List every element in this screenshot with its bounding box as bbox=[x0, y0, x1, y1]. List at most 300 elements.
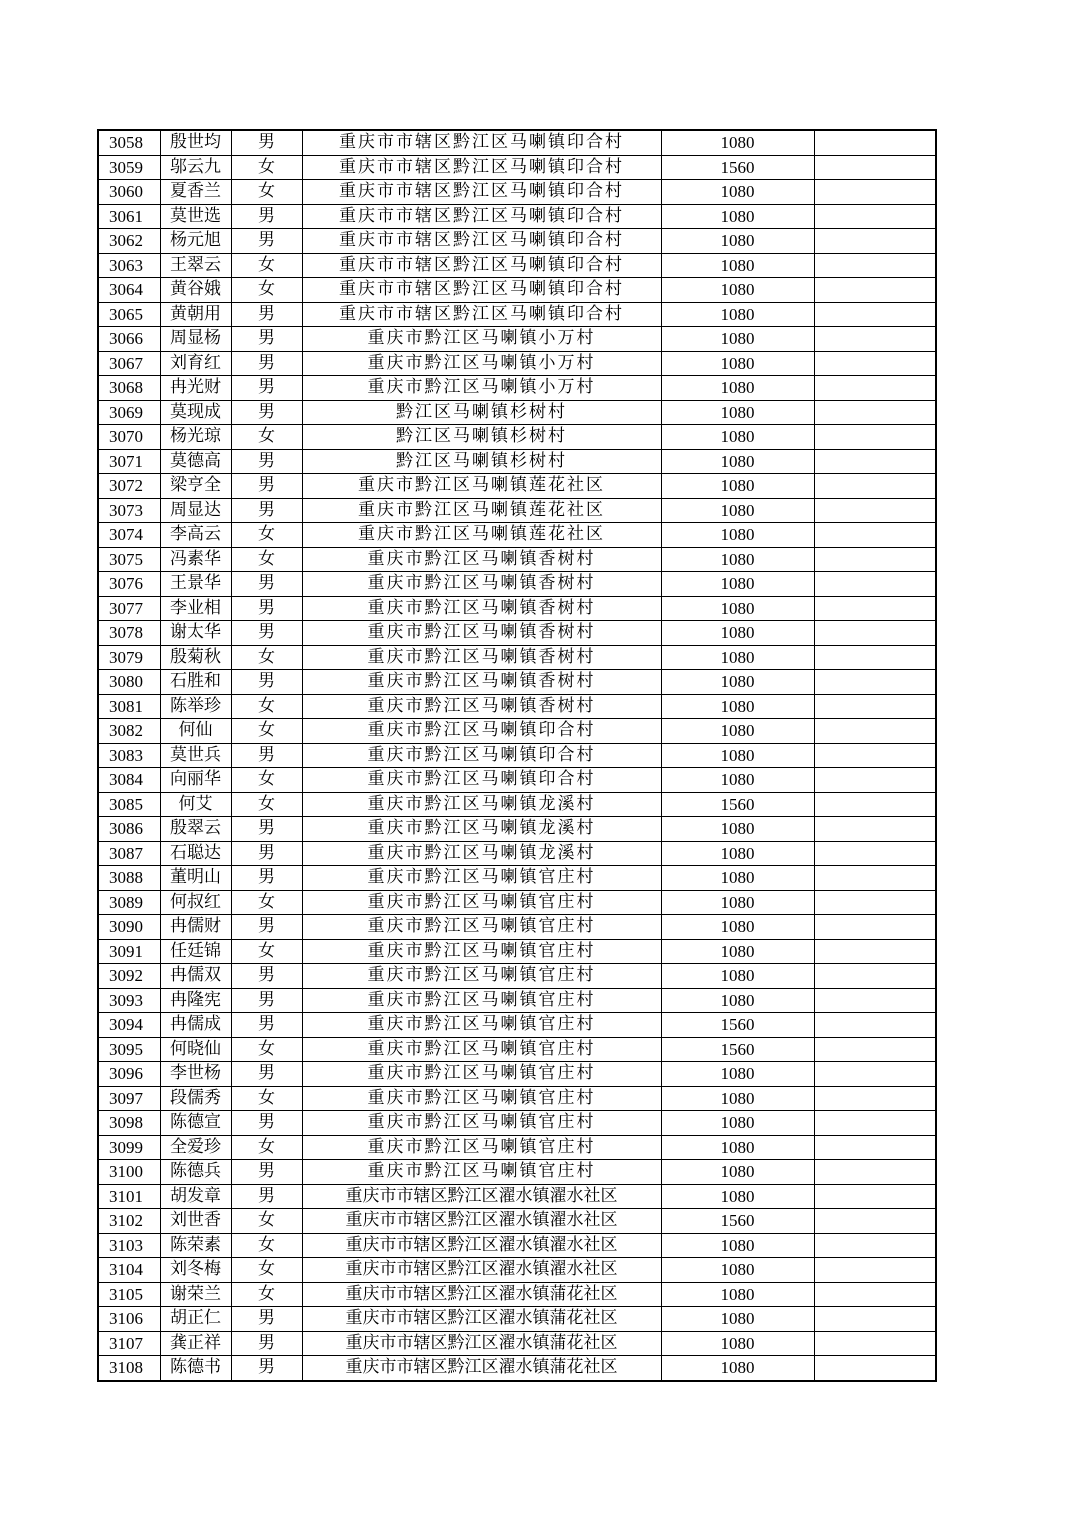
cell-gender: 男 bbox=[231, 817, 302, 842]
cell-name: 石胜和 bbox=[160, 670, 231, 695]
table-row bbox=[98, 1331, 936, 1356]
cell-amount: 1080 bbox=[661, 180, 814, 205]
cell-name: 董明山 bbox=[160, 866, 231, 891]
cell-name: 何叔红 bbox=[160, 890, 231, 915]
cell-remark bbox=[814, 1184, 936, 1209]
cell-address: 黔江区马喇镇杉树村 bbox=[302, 400, 661, 425]
cell-name: 杨光琼 bbox=[160, 425, 231, 450]
cell-serial-number: 3100 bbox=[98, 1160, 160, 1185]
cell-amount: 1080 bbox=[661, 1233, 814, 1258]
cell-amount: 1560 bbox=[661, 1037, 814, 1062]
cell-gender: 男 bbox=[231, 1160, 302, 1185]
table-row bbox=[98, 817, 936, 842]
cell-address: 重庆市黔江区马喇镇莲花社区 bbox=[302, 474, 661, 499]
cell-address: 重庆市市辖区黔江区濯水镇蒲花社区 bbox=[302, 1307, 661, 1332]
cell-name: 龚正祥 bbox=[160, 1331, 231, 1356]
cell-serial-number: 3101 bbox=[98, 1184, 160, 1209]
cell-remark bbox=[814, 1135, 936, 1160]
cell-amount: 1080 bbox=[661, 1086, 814, 1111]
cell-serial-number: 3092 bbox=[98, 964, 160, 989]
cell-serial-number: 3072 bbox=[98, 474, 160, 499]
cell-gender: 女 bbox=[231, 425, 302, 450]
cell-gender: 女 bbox=[231, 155, 302, 180]
cell-gender: 男 bbox=[231, 1356, 302, 1381]
cell-amount: 1080 bbox=[661, 1356, 814, 1381]
cell-gender: 女 bbox=[231, 719, 302, 744]
cell-serial-number: 3086 bbox=[98, 817, 160, 842]
cell-name: 冯素华 bbox=[160, 547, 231, 572]
table-row bbox=[98, 523, 936, 548]
cell-amount: 1080 bbox=[661, 645, 814, 670]
cell-address: 重庆市市辖区黔江区马喇镇印合村 bbox=[302, 130, 661, 155]
table-row bbox=[98, 1013, 936, 1038]
cell-address: 重庆市黔江区马喇镇官庄村 bbox=[302, 915, 661, 940]
cell-serial-number: 3064 bbox=[98, 278, 160, 303]
cell-serial-number: 3077 bbox=[98, 596, 160, 621]
table-row bbox=[98, 645, 936, 670]
cell-gender: 男 bbox=[231, 1111, 302, 1136]
cell-address: 重庆市市辖区黔江区马喇镇印合村 bbox=[302, 180, 661, 205]
cell-gender: 男 bbox=[231, 915, 302, 940]
cell-gender: 男 bbox=[231, 1331, 302, 1356]
cell-serial-number: 3073 bbox=[98, 498, 160, 523]
cell-address: 重庆市黔江区马喇镇香树村 bbox=[302, 670, 661, 695]
cell-gender: 女 bbox=[231, 890, 302, 915]
cell-amount: 1080 bbox=[661, 523, 814, 548]
cell-gender: 女 bbox=[231, 547, 302, 572]
table-row bbox=[98, 376, 936, 401]
table-row bbox=[98, 1233, 936, 1258]
cell-name: 石聪达 bbox=[160, 841, 231, 866]
cell-address: 重庆市黔江区马喇镇官庄村 bbox=[302, 1013, 661, 1038]
cell-address: 重庆市黔江区马喇镇官庄村 bbox=[302, 1037, 661, 1062]
cell-amount: 1560 bbox=[661, 1209, 814, 1234]
cell-gender: 男 bbox=[231, 130, 302, 155]
cell-amount: 1560 bbox=[661, 155, 814, 180]
cell-name: 陈德宣 bbox=[160, 1111, 231, 1136]
cell-name: 何仙 bbox=[160, 719, 231, 744]
cell-gender: 男 bbox=[231, 743, 302, 768]
cell-serial-number: 3068 bbox=[98, 376, 160, 401]
cell-gender: 女 bbox=[231, 1135, 302, 1160]
cell-name: 莫世选 bbox=[160, 204, 231, 229]
cell-remark bbox=[814, 621, 936, 646]
cell-serial-number: 3074 bbox=[98, 523, 160, 548]
cell-remark bbox=[814, 130, 936, 155]
cell-name: 殷翠云 bbox=[160, 817, 231, 842]
cell-name: 段儒秀 bbox=[160, 1086, 231, 1111]
cell-gender: 男 bbox=[231, 498, 302, 523]
table-row bbox=[98, 400, 936, 425]
cell-serial-number: 3099 bbox=[98, 1135, 160, 1160]
cell-remark bbox=[814, 1013, 936, 1038]
cell-address: 重庆市市辖区黔江区马喇镇印合村 bbox=[302, 302, 661, 327]
cell-remark bbox=[814, 792, 936, 817]
cell-address: 重庆市黔江区马喇镇龙溪村 bbox=[302, 792, 661, 817]
cell-name: 谢太华 bbox=[160, 621, 231, 646]
table-row bbox=[98, 1037, 936, 1062]
cell-remark bbox=[814, 1062, 936, 1087]
cell-address: 重庆市黔江区马喇镇官庄村 bbox=[302, 1160, 661, 1185]
cell-amount: 1080 bbox=[661, 670, 814, 695]
cell-remark bbox=[814, 1356, 936, 1381]
cell-amount: 1080 bbox=[661, 1258, 814, 1283]
cell-remark bbox=[814, 719, 936, 744]
cell-remark bbox=[814, 988, 936, 1013]
cell-name: 杨元旭 bbox=[160, 229, 231, 254]
cell-name: 陈荣素 bbox=[160, 1233, 231, 1258]
cell-amount: 1080 bbox=[661, 376, 814, 401]
cell-address: 重庆市市辖区黔江区濯水镇蒲花社区 bbox=[302, 1282, 661, 1307]
cell-serial-number: 3088 bbox=[98, 866, 160, 891]
table-row bbox=[98, 1356, 936, 1381]
cell-serial-number: 3070 bbox=[98, 425, 160, 450]
cell-serial-number: 3104 bbox=[98, 1258, 160, 1283]
table-row bbox=[98, 1282, 936, 1307]
cell-amount: 1080 bbox=[661, 841, 814, 866]
cell-amount: 1080 bbox=[661, 449, 814, 474]
cell-gender: 女 bbox=[231, 1086, 302, 1111]
cell-serial-number: 3106 bbox=[98, 1307, 160, 1332]
cell-remark bbox=[814, 351, 936, 376]
cell-name: 任廷锦 bbox=[160, 939, 231, 964]
cell-amount: 1080 bbox=[661, 351, 814, 376]
cell-remark bbox=[814, 572, 936, 597]
cell-serial-number: 3102 bbox=[98, 1209, 160, 1234]
cell-name: 冉儒成 bbox=[160, 1013, 231, 1038]
cell-serial-number: 3059 bbox=[98, 155, 160, 180]
table-row bbox=[98, 498, 936, 523]
cell-gender: 男 bbox=[231, 327, 302, 352]
table-row bbox=[98, 547, 936, 572]
cell-amount: 1080 bbox=[661, 572, 814, 597]
cell-remark bbox=[814, 1331, 936, 1356]
cell-remark bbox=[814, 694, 936, 719]
cell-name: 陈举珍 bbox=[160, 694, 231, 719]
cell-name: 胡正仁 bbox=[160, 1307, 231, 1332]
cell-amount: 1560 bbox=[661, 792, 814, 817]
cell-serial-number: 3107 bbox=[98, 1331, 160, 1356]
cell-remark bbox=[814, 400, 936, 425]
cell-address: 重庆市黔江区马喇镇香树村 bbox=[302, 621, 661, 646]
cell-serial-number: 3062 bbox=[98, 229, 160, 254]
cell-gender: 女 bbox=[231, 694, 302, 719]
cell-address: 重庆市黔江区马喇镇香树村 bbox=[302, 645, 661, 670]
cell-remark bbox=[814, 1160, 936, 1185]
cell-amount: 1080 bbox=[661, 1184, 814, 1209]
table-row bbox=[98, 866, 936, 891]
table-row bbox=[98, 621, 936, 646]
cell-gender: 男 bbox=[231, 302, 302, 327]
table-row bbox=[98, 1086, 936, 1111]
cell-address: 重庆市市辖区黔江区马喇镇印合村 bbox=[302, 278, 661, 303]
cell-amount: 1080 bbox=[661, 694, 814, 719]
cell-serial-number: 3065 bbox=[98, 302, 160, 327]
table-row bbox=[98, 351, 936, 376]
cell-remark bbox=[814, 1307, 936, 1332]
cell-gender: 男 bbox=[231, 1062, 302, 1087]
cell-amount: 1080 bbox=[661, 1307, 814, 1332]
cell-remark bbox=[814, 596, 936, 621]
cell-gender: 男 bbox=[231, 621, 302, 646]
cell-gender: 女 bbox=[231, 1233, 302, 1258]
cell-address: 重庆市黔江区马喇镇官庄村 bbox=[302, 890, 661, 915]
table-row bbox=[98, 768, 936, 793]
cell-address: 重庆市黔江区马喇镇印合村 bbox=[302, 768, 661, 793]
cell-address: 重庆市市辖区黔江区马喇镇印合村 bbox=[302, 229, 661, 254]
cell-amount: 1080 bbox=[661, 1111, 814, 1136]
cell-remark bbox=[814, 1086, 936, 1111]
cell-name: 莫世兵 bbox=[160, 743, 231, 768]
cell-name: 冉儒财 bbox=[160, 915, 231, 940]
cell-address: 重庆市市辖区黔江区马喇镇印合村 bbox=[302, 253, 661, 278]
cell-gender: 男 bbox=[231, 596, 302, 621]
cell-name: 刘育红 bbox=[160, 351, 231, 376]
cell-amount: 1080 bbox=[661, 253, 814, 278]
cell-gender: 男 bbox=[231, 988, 302, 1013]
cell-address: 重庆市黔江区马喇镇官庄村 bbox=[302, 1086, 661, 1111]
cell-name: 李业相 bbox=[160, 596, 231, 621]
cell-name: 冉光财 bbox=[160, 376, 231, 401]
cell-amount: 1080 bbox=[661, 719, 814, 744]
cell-address: 黔江区马喇镇杉树村 bbox=[302, 449, 661, 474]
cell-name: 全爱珍 bbox=[160, 1135, 231, 1160]
roster-table bbox=[97, 129, 937, 1382]
table-row bbox=[98, 1184, 936, 1209]
cell-name: 梁亨全 bbox=[160, 474, 231, 499]
cell-remark bbox=[814, 474, 936, 499]
cell-serial-number: 3069 bbox=[98, 400, 160, 425]
cell-amount: 1080 bbox=[661, 1062, 814, 1087]
table-row bbox=[98, 743, 936, 768]
cell-amount: 1080 bbox=[661, 1282, 814, 1307]
cell-remark bbox=[814, 327, 936, 352]
cell-serial-number: 3061 bbox=[98, 204, 160, 229]
table-row bbox=[98, 204, 936, 229]
cell-serial-number: 3066 bbox=[98, 327, 160, 352]
cell-name: 李世杨 bbox=[160, 1062, 231, 1087]
cell-gender: 女 bbox=[231, 768, 302, 793]
table-row bbox=[98, 1258, 936, 1283]
cell-gender: 女 bbox=[231, 1282, 302, 1307]
cell-amount: 1080 bbox=[661, 498, 814, 523]
cell-amount: 1080 bbox=[661, 130, 814, 155]
cell-serial-number: 3090 bbox=[98, 915, 160, 940]
cell-address: 重庆市市辖区黔江区濯水镇濯水社区 bbox=[302, 1209, 661, 1234]
cell-serial-number: 3082 bbox=[98, 719, 160, 744]
cell-amount: 1080 bbox=[661, 1331, 814, 1356]
cell-gender: 男 bbox=[231, 400, 302, 425]
cell-remark bbox=[814, 841, 936, 866]
table-row bbox=[98, 449, 936, 474]
table-row bbox=[98, 596, 936, 621]
cell-serial-number: 3085 bbox=[98, 792, 160, 817]
table-row bbox=[98, 572, 936, 597]
cell-serial-number: 3058 bbox=[98, 130, 160, 155]
cell-amount: 1080 bbox=[661, 817, 814, 842]
cell-address: 重庆市黔江区马喇镇官庄村 bbox=[302, 939, 661, 964]
cell-serial-number: 3094 bbox=[98, 1013, 160, 1038]
cell-remark bbox=[814, 253, 936, 278]
cell-serial-number: 3078 bbox=[98, 621, 160, 646]
cell-remark bbox=[814, 1258, 936, 1283]
table-row bbox=[98, 180, 936, 205]
cell-name: 何晓仙 bbox=[160, 1037, 231, 1062]
cell-name: 邬云九 bbox=[160, 155, 231, 180]
cell-address: 重庆市市辖区黔江区濯水镇蒲花社区 bbox=[302, 1356, 661, 1381]
cell-amount: 1080 bbox=[661, 768, 814, 793]
cell-remark bbox=[814, 890, 936, 915]
cell-amount: 1080 bbox=[661, 743, 814, 768]
table-row bbox=[98, 719, 936, 744]
roster-table-body bbox=[98, 130, 936, 1381]
cell-gender: 男 bbox=[231, 376, 302, 401]
cell-gender: 男 bbox=[231, 474, 302, 499]
cell-name: 夏香兰 bbox=[160, 180, 231, 205]
cell-remark bbox=[814, 915, 936, 940]
cell-address: 重庆市黔江区马喇镇官庄村 bbox=[302, 1135, 661, 1160]
cell-serial-number: 3067 bbox=[98, 351, 160, 376]
table-row bbox=[98, 1209, 936, 1234]
table-row bbox=[98, 278, 936, 303]
cell-serial-number: 3076 bbox=[98, 572, 160, 597]
cell-name: 殷菊秋 bbox=[160, 645, 231, 670]
cell-serial-number: 3080 bbox=[98, 670, 160, 695]
cell-address: 重庆市市辖区黔江区马喇镇印合村 bbox=[302, 155, 661, 180]
cell-name: 陈德兵 bbox=[160, 1160, 231, 1185]
cell-name: 冉儒双 bbox=[160, 964, 231, 989]
cell-address: 重庆市黔江区马喇镇印合村 bbox=[302, 743, 661, 768]
cell-remark bbox=[814, 1233, 936, 1258]
cell-name: 莫德高 bbox=[160, 449, 231, 474]
cell-gender: 女 bbox=[231, 523, 302, 548]
table-row bbox=[98, 988, 936, 1013]
cell-amount: 1080 bbox=[661, 425, 814, 450]
cell-gender: 男 bbox=[231, 204, 302, 229]
cell-address: 重庆市黔江区马喇镇官庄村 bbox=[302, 964, 661, 989]
cell-address: 重庆市市辖区黔江区马喇镇印合村 bbox=[302, 204, 661, 229]
cell-serial-number: 3095 bbox=[98, 1037, 160, 1062]
cell-serial-number: 3071 bbox=[98, 449, 160, 474]
cell-name: 莫现成 bbox=[160, 400, 231, 425]
cell-serial-number: 3098 bbox=[98, 1111, 160, 1136]
cell-remark bbox=[814, 278, 936, 303]
table-row bbox=[98, 155, 936, 180]
cell-remark bbox=[814, 302, 936, 327]
table-row bbox=[98, 1111, 936, 1136]
table-row bbox=[98, 1062, 936, 1087]
cell-amount: 1080 bbox=[661, 915, 814, 940]
cell-remark bbox=[814, 229, 936, 254]
cell-remark bbox=[814, 425, 936, 450]
cell-remark bbox=[814, 1037, 936, 1062]
table-row bbox=[98, 915, 936, 940]
table-row bbox=[98, 1307, 936, 1332]
cell-remark bbox=[814, 768, 936, 793]
cell-name: 周显达 bbox=[160, 498, 231, 523]
cell-remark bbox=[814, 1282, 936, 1307]
cell-name: 黄谷娥 bbox=[160, 278, 231, 303]
cell-remark bbox=[814, 670, 936, 695]
cell-serial-number: 3084 bbox=[98, 768, 160, 793]
cell-name: 王翠云 bbox=[160, 253, 231, 278]
cell-remark bbox=[814, 817, 936, 842]
cell-amount: 1080 bbox=[661, 302, 814, 327]
cell-address: 重庆市黔江区马喇镇香树村 bbox=[302, 596, 661, 621]
cell-amount: 1080 bbox=[661, 596, 814, 621]
cell-gender: 男 bbox=[231, 449, 302, 474]
cell-serial-number: 3075 bbox=[98, 547, 160, 572]
cell-address: 重庆市黔江区马喇镇小万村 bbox=[302, 351, 661, 376]
cell-gender: 男 bbox=[231, 229, 302, 254]
cell-name: 刘冬梅 bbox=[160, 1258, 231, 1283]
cell-name: 刘世香 bbox=[160, 1209, 231, 1234]
cell-amount: 1080 bbox=[661, 204, 814, 229]
cell-serial-number: 3081 bbox=[98, 694, 160, 719]
table-row bbox=[98, 474, 936, 499]
cell-gender: 女 bbox=[231, 180, 302, 205]
cell-amount: 1080 bbox=[661, 1135, 814, 1160]
cell-gender: 男 bbox=[231, 1013, 302, 1038]
cell-remark bbox=[814, 498, 936, 523]
cell-name: 殷世均 bbox=[160, 130, 231, 155]
cell-amount: 1080 bbox=[661, 229, 814, 254]
cell-amount: 1080 bbox=[661, 278, 814, 303]
table-row bbox=[98, 327, 936, 352]
cell-serial-number: 3105 bbox=[98, 1282, 160, 1307]
cell-remark bbox=[814, 645, 936, 670]
cell-gender: 男 bbox=[231, 866, 302, 891]
cell-name: 王景华 bbox=[160, 572, 231, 597]
cell-serial-number: 3089 bbox=[98, 890, 160, 915]
cell-amount: 1080 bbox=[661, 474, 814, 499]
cell-gender: 男 bbox=[231, 1184, 302, 1209]
cell-gender: 男 bbox=[231, 964, 302, 989]
table-row bbox=[98, 670, 936, 695]
cell-remark bbox=[814, 180, 936, 205]
cell-address: 重庆市黔江区马喇镇龙溪村 bbox=[302, 817, 661, 842]
table-row bbox=[98, 964, 936, 989]
cell-serial-number: 3097 bbox=[98, 1086, 160, 1111]
cell-address: 重庆市市辖区黔江区濯水镇濯水社区 bbox=[302, 1258, 661, 1283]
cell-amount: 1080 bbox=[661, 621, 814, 646]
cell-address: 重庆市黔江区马喇镇香树村 bbox=[302, 694, 661, 719]
cell-gender: 女 bbox=[231, 939, 302, 964]
cell-remark bbox=[814, 547, 936, 572]
cell-name: 李高云 bbox=[160, 523, 231, 548]
cell-amount: 1080 bbox=[661, 400, 814, 425]
cell-remark bbox=[814, 866, 936, 891]
cell-remark bbox=[814, 204, 936, 229]
cell-serial-number: 3060 bbox=[98, 180, 160, 205]
cell-remark bbox=[814, 964, 936, 989]
cell-amount: 1560 bbox=[661, 1013, 814, 1038]
cell-name: 何艾 bbox=[160, 792, 231, 817]
cell-address: 重庆市市辖区黔江区濯水镇濯水社区 bbox=[302, 1233, 661, 1258]
cell-serial-number: 3087 bbox=[98, 841, 160, 866]
cell-amount: 1080 bbox=[661, 988, 814, 1013]
cell-name: 冉隆宪 bbox=[160, 988, 231, 1013]
cell-remark bbox=[814, 155, 936, 180]
cell-gender: 男 bbox=[231, 1307, 302, 1332]
cell-address: 重庆市黔江区马喇镇官庄村 bbox=[302, 866, 661, 891]
cell-address: 重庆市黔江区马喇镇官庄村 bbox=[302, 1062, 661, 1087]
cell-address: 重庆市黔江区马喇镇香树村 bbox=[302, 547, 661, 572]
cell-gender: 女 bbox=[231, 253, 302, 278]
table-row bbox=[98, 694, 936, 719]
cell-serial-number: 3096 bbox=[98, 1062, 160, 1087]
cell-gender: 女 bbox=[231, 1258, 302, 1283]
